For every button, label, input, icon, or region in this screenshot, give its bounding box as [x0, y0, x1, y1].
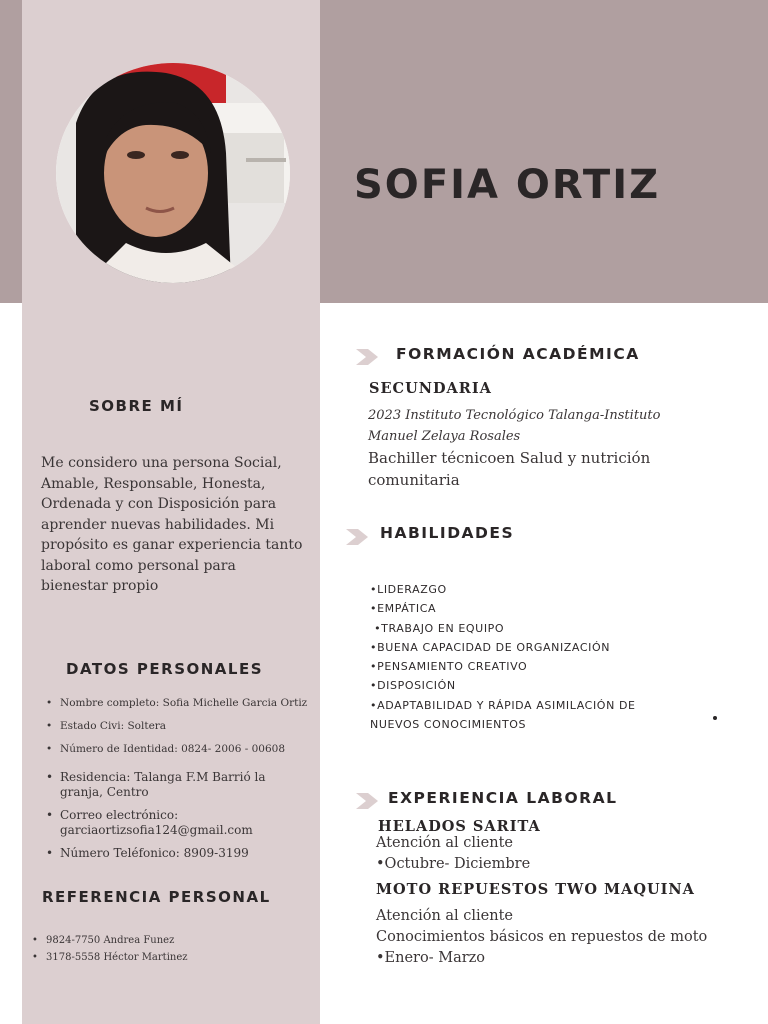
job-period: •Enero- Marzo [376, 950, 486, 966]
reference-list [30, 934, 188, 968]
skills-heading: HABILIDADES [380, 524, 515, 542]
personal-data-heading: DATOS PERSONALES [66, 660, 264, 678]
list-item: • 9824-7750 Andrea Funez [30, 934, 188, 947]
skills-list [370, 580, 636, 734]
education-degree: Bachiller técnicoen Salud y nutrición comunitaria [368, 449, 651, 489]
stray-dot [713, 716, 717, 720]
job-detail: Conocimientos básicos en repuestos de moto [376, 929, 708, 945]
education-level: SECUNDARIA [369, 380, 492, 397]
list-item: •ADAPTABILIDAD Y RÁPIDA ASIMILACIÓN DE [370, 698, 636, 712]
chevron-right-icon [354, 792, 382, 810]
list-item: •DISPOSICIÓN [370, 679, 456, 693]
list-item: • Residencia: Talanga F.M Barrió la granja, Centro [44, 770, 274, 799]
list-item: NUEVOS CONOCIMIENTOS [370, 718, 527, 732]
chevron-right-icon [344, 528, 372, 546]
personal-data-list [44, 696, 324, 870]
job-company: HELADOS SARITA [378, 818, 541, 835]
experience-heading: EXPERIENCIA LABORAL [388, 789, 618, 807]
list-item: •LIDERAZGO [370, 583, 447, 596]
job-detail: Atención al cliente [376, 908, 514, 924]
list-item: • 3178-5558 Héctor Martinez [30, 951, 188, 964]
about-text: Me considero una persona Social, Amable, Responsable, Honesta, Ordenada y con Disposición para aprender nuevas habilidades. Mi propósito es ganar experiencia tanto laboral como personal para bienestar propio [41, 455, 303, 594]
reference-heading: REFERENCIA PERSONAL [42, 888, 271, 906]
job-detail: Atención al cliente [376, 835, 514, 851]
candidate-name: SOFIA ORTIZ [354, 162, 661, 208]
list-item: • Número Teléfonico: 8909-3199 [44, 846, 324, 861]
list-item: •PENSAMIENTO CREATIVO [370, 660, 528, 674]
list-item: • Correo electrónico: garciaortizsofia124@gmail.com [44, 808, 254, 837]
job-company: MOTO REPUESTOS TWO MAQUINA [376, 881, 695, 898]
job-period: •Octubre- Diciembre [376, 856, 531, 872]
list-item: •EMPÁTICA [370, 602, 437, 616]
education-institution: 2023 Instituto Tecnológico Talanga-Instituto Manuel Zelaya Rosales [368, 408, 661, 444]
chevron-right-icon [354, 348, 382, 366]
education-heading: FORMACIÓN ACADÉMICA [396, 345, 640, 363]
list-item: • Número de Identidad: 0824- 2006 - 00608 [44, 742, 324, 756]
profile-photo [56, 63, 290, 283]
about-heading: SOBRE MÍ [89, 397, 184, 415]
list-item: • Estado Civi: Soltera [44, 719, 324, 733]
list-item: •TRABAJO EN EQUIPO [370, 621, 505, 635]
list-item: •BUENA CAPACIDAD DE ORGANIZACIÓN [370, 640, 611, 654]
list-item: • Nombre completo: Sofia Michelle Garcia Ortiz [44, 696, 324, 710]
